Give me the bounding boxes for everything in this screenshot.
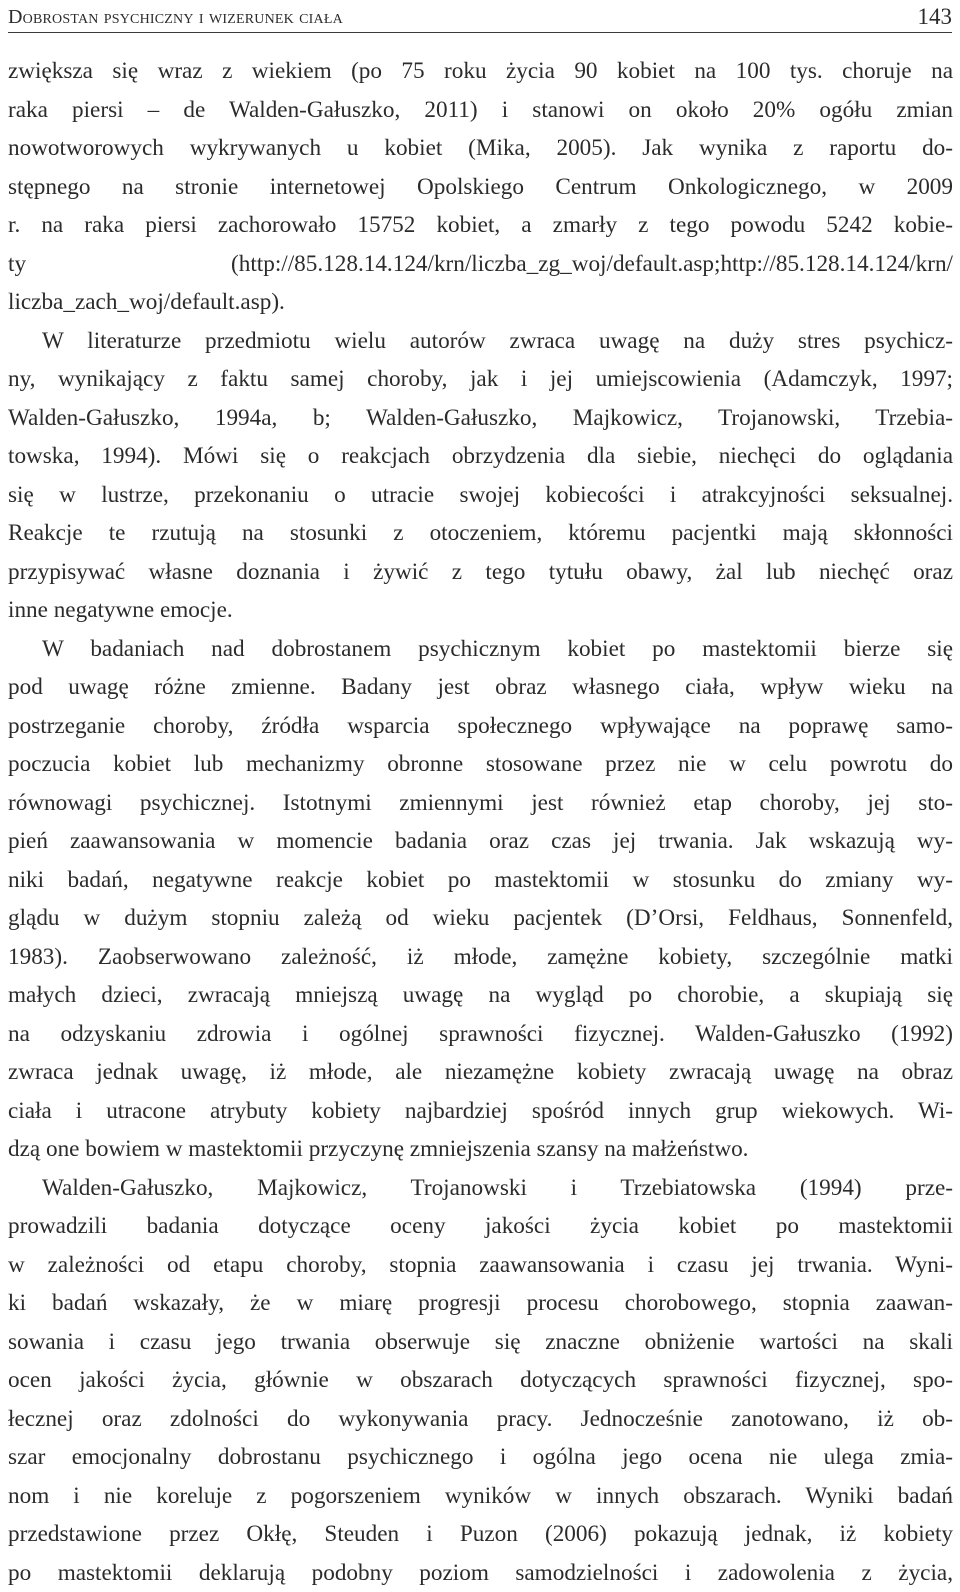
text-line: ny, wynikający z faktu samej choroby, jak i jej umiejscowienia (Adamczyk, 1997; bbox=[8, 360, 953, 399]
text-line: Walden-Gałuszko, Majkowicz, Trojanowski i Trzebiatowska (1994) prze- bbox=[8, 1169, 953, 1208]
text-line: prowadzili badania dotyczące oceny jakości życia kobiet po mastektomii bbox=[8, 1207, 953, 1246]
text-line: postrzeganie choroby, źródła wsparcia społecznego wpływające na poprawę samo- bbox=[8, 707, 953, 746]
text-line: łecznej oraz zdolności do wykonywania pracy. Jednocześnie zanotowano, iż ob- bbox=[8, 1400, 953, 1439]
text-line: ocen jakości życia, głównie w obszarach dotyczących sprawności fizycznej, spo- bbox=[8, 1361, 953, 1400]
text-line: Walden-Gałuszko, 1994a, b; Walden-Gałuszko, Majkowicz, Trojanowski, Trzebia- bbox=[8, 399, 953, 438]
text-line: ty (http://85.128.14.124/krn/liczba_zg_woj/default.asp;http://85.128.14.124/krn/ bbox=[8, 245, 953, 284]
text-line: zwiększa się wraz z wiekiem (po 75 roku życia 90 kobiet na 100 tys. choruje na bbox=[8, 52, 953, 91]
text-line: sowania i czasu jego trwania obserwuje się znaczne obniżenie wartości na skali bbox=[8, 1323, 953, 1362]
text-line: pod uwagę różne zmienne. Badany jest obraz własnego ciała, wpływ wieku na bbox=[8, 668, 953, 707]
text-line: W badaniach nad dobrostanem psychicznym kobiet po mastektomii bierze się bbox=[8, 630, 953, 669]
text-line: przypisywać własne doznania i żywić z tego tytułu obawy, żal lub niechęć oraz bbox=[8, 553, 953, 592]
text-line: inne negatywne emocje. bbox=[8, 591, 953, 630]
text-line: liczba_zach_woj/default.asp). bbox=[8, 283, 953, 322]
text-line: r. na raka piersi zachorowało 15752 kobiet, a zmarły z tego powodu 5242 kobie- bbox=[8, 206, 953, 245]
text-line: ki badań wskazały, że w miarę progresji procesu chorobowego, stopnia zaawan- bbox=[8, 1284, 953, 1323]
page-number: 143 bbox=[918, 4, 953, 30]
text-line: niki badań, negatywne reakcje kobiet po mastektomii w stosunku do zmiany wy- bbox=[8, 861, 953, 900]
text-line: glądu w dużym stopniu zależą od wieku pacjentek (D’Orsi, Feldhaus, Sonnenfeld, bbox=[8, 899, 953, 938]
running-head-title: Dobrostan psychiczny i wizerunek ciała bbox=[8, 6, 343, 29]
text-line: towska, 1994). Mówi się o reakcjach obrzydzenia dla siebie, niechęci do oglądania bbox=[8, 437, 953, 476]
text-line: Reakcje te rzutują na stosunki z otoczeniem, któremu pacjentki mają skłonności bbox=[8, 514, 953, 553]
text-line: pień zaawansowania w momencie badania oraz czas jej trwania. Jak wskazują wy- bbox=[8, 822, 953, 861]
text-line: małych dzieci, zwracają mniejszą uwagę na wygląd po chorobie, a skupiają się bbox=[8, 976, 953, 1015]
text-line: 1983). Zaobserwowano zależność, iż młode, zamężne kobiety, szczególnie matki bbox=[8, 938, 953, 977]
text-line: się w lustrze, przekonaniu o utracie swojej kobiecości i atrakcyjności seksualnej. bbox=[8, 476, 953, 515]
text-line: nom i nie koreluje z pogorszeniem wyników w innych obszarach. Wyniki badań bbox=[8, 1477, 953, 1516]
text-line: stępnego na stronie internetowej Opolskiego Centrum Onkologicznego, w 2009 bbox=[8, 168, 953, 207]
text-line: poczucia kobiet lub mechanizmy obronne stosowane przez nie w celu powrotu do bbox=[8, 745, 953, 784]
text-line: raka piersi – de Walden-Gałuszko, 2011) i stanowi on około 20% ogółu zmian bbox=[8, 91, 953, 130]
text-line: przedstawione przez Okłę, Steuden i Puzon (2006) pokazują jednak, iż kobiety bbox=[8, 1515, 953, 1554]
text-line: dzą one bowiem w mastektomii przyczynę zmniejszenia szansy na małżeństwo. bbox=[8, 1130, 953, 1169]
body-text bbox=[8, 52, 953, 1592]
text-line: ciała i utracone atrybuty kobiety najbardziej spośród innych grup wiekowych. Wi- bbox=[8, 1092, 953, 1131]
text-line: szar emocjonalny dobrostanu psychicznego i ogólna jego ocena nie ulega zmia- bbox=[8, 1438, 953, 1477]
text-line: po mastektomii deklarują podobny poziom samodzielności i zadowolenia z życia, bbox=[8, 1554, 953, 1592]
text-line: nowotworowych wykrywanych u kobiet (Mika, 2005). Jak wynika z raportu do- bbox=[8, 129, 953, 168]
running-head bbox=[8, 2, 952, 33]
text-line: w zależności od etapu choroby, stopnia zaawansowania i czasu jej trwania. Wyni- bbox=[8, 1246, 953, 1285]
text-line: W literaturze przedmiotu wielu autorów zwraca uwagę na duży stres psychicz- bbox=[8, 322, 953, 361]
text-line: równowagi psychicznej. Istotnymi zmiennymi jest również etap choroby, jej sto- bbox=[8, 784, 953, 823]
text-line: na odzyskaniu zdrowia i ogólnej sprawności fizycznej. Walden-Gałuszko (1992) bbox=[8, 1015, 953, 1054]
text-line: zwraca jednak uwagę, iż młode, ale niezamężne kobiety zwracają uwagę na obraz bbox=[8, 1053, 953, 1092]
